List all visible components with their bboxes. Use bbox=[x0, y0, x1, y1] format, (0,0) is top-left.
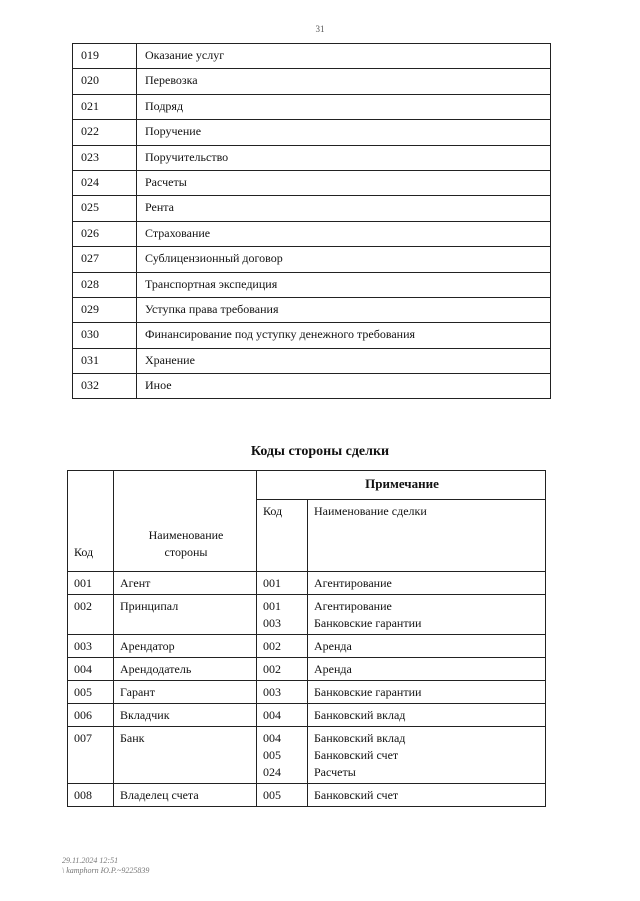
party-name: Принципал bbox=[114, 595, 257, 635]
footer-timestamp: 29.11.2024 12:51 bbox=[62, 856, 119, 865]
table-row bbox=[73, 170, 551, 195]
party-name: Арендодатель bbox=[114, 658, 257, 681]
table-row bbox=[68, 704, 546, 727]
deal-codes bbox=[257, 784, 308, 807]
row-code: 019 bbox=[73, 44, 137, 69]
party-name: Агент bbox=[114, 572, 257, 595]
footer-user: \ kamphorn Ю.Р.~9225839 bbox=[62, 866, 150, 875]
row-name: Транспортная экспедиция bbox=[137, 272, 551, 297]
header-note-deal-name: Наименование сделки bbox=[308, 500, 546, 572]
row-name: Страхование bbox=[137, 221, 551, 246]
table-row bbox=[73, 297, 551, 322]
table-row bbox=[73, 374, 551, 399]
deal-code: 001 bbox=[263, 576, 281, 590]
deal-name: Расчеты bbox=[314, 765, 356, 779]
deal-code: 004 bbox=[263, 708, 281, 722]
deal-codes-table bbox=[72, 43, 551, 399]
row-code: 020 bbox=[73, 69, 137, 94]
table-row bbox=[73, 196, 551, 221]
row-name: Перевозка bbox=[137, 69, 551, 94]
table-row bbox=[68, 595, 546, 635]
deal-name: Аренда bbox=[314, 639, 352, 653]
row-code: 032 bbox=[73, 374, 137, 399]
row-name: Иное bbox=[137, 374, 551, 399]
table-row bbox=[68, 727, 546, 784]
deal-names bbox=[308, 595, 546, 635]
row-code: 023 bbox=[73, 145, 137, 170]
header-code: Код bbox=[68, 471, 114, 572]
party-name: Банк bbox=[114, 727, 257, 784]
deal-code: 002 bbox=[263, 662, 281, 676]
deal-codes bbox=[257, 572, 308, 595]
header-party-name bbox=[114, 471, 257, 572]
party-code: 001 bbox=[68, 572, 114, 595]
row-code: 031 bbox=[73, 348, 137, 373]
deal-codes bbox=[257, 595, 308, 635]
table-row bbox=[68, 681, 546, 704]
header-party-name-line2: стороны bbox=[164, 545, 208, 559]
row-code: 021 bbox=[73, 94, 137, 119]
table-row bbox=[73, 44, 551, 69]
deal-codes bbox=[257, 727, 308, 784]
section-title: Коды стороны сделки bbox=[250, 444, 390, 459]
deal-code: 005 bbox=[263, 788, 281, 802]
row-name: Рента bbox=[137, 196, 551, 221]
table-row bbox=[73, 348, 551, 373]
header-note: Примечание bbox=[257, 471, 546, 500]
deal-names bbox=[308, 727, 546, 784]
deal-name: Банковский вклад bbox=[314, 708, 406, 722]
row-name: Поручительство bbox=[137, 145, 551, 170]
row-name: Подряд bbox=[137, 94, 551, 119]
row-name: Сублицензионный договор bbox=[137, 247, 551, 272]
table-row bbox=[73, 145, 551, 170]
deal-code: 001 bbox=[263, 599, 281, 613]
footer-stamp bbox=[62, 856, 149, 876]
table-row bbox=[73, 221, 551, 246]
deal-code: 004 bbox=[263, 731, 281, 745]
party-name: Владелец счета bbox=[114, 784, 257, 807]
party-code: 003 bbox=[68, 635, 114, 658]
party-name: Арендатор bbox=[114, 635, 257, 658]
header-row bbox=[68, 471, 546, 500]
table-row bbox=[73, 94, 551, 119]
row-code: 028 bbox=[73, 272, 137, 297]
deal-codes bbox=[257, 658, 308, 681]
table-row bbox=[68, 572, 546, 595]
row-code: 029 bbox=[73, 297, 137, 322]
party-code: 007 bbox=[68, 727, 114, 784]
deal-codes bbox=[257, 635, 308, 658]
table-row bbox=[68, 658, 546, 681]
deal-names bbox=[308, 681, 546, 704]
deal-name: Банковские гарантии bbox=[314, 685, 422, 699]
table-row bbox=[73, 69, 551, 94]
party-codes-table bbox=[67, 470, 546, 807]
deal-names bbox=[308, 784, 546, 807]
deal-name: Банковские гарантии bbox=[314, 616, 422, 630]
deal-name: Банковский счет bbox=[314, 748, 399, 762]
row-name: Поручение bbox=[137, 120, 551, 145]
deal-name: Агентирование bbox=[314, 599, 392, 613]
deal-code: 005 bbox=[263, 748, 281, 762]
deal-name: Банковский вклад bbox=[314, 731, 406, 745]
party-code: 006 bbox=[68, 704, 114, 727]
deal-name: Банковский счет bbox=[314, 788, 399, 802]
deal-codes bbox=[257, 704, 308, 727]
row-name: Оказание услуг bbox=[137, 44, 551, 69]
header-party-name-line1: Наименование bbox=[148, 528, 224, 542]
row-code: 027 bbox=[73, 247, 137, 272]
page-number: 31 bbox=[315, 24, 325, 34]
deal-code: 003 bbox=[263, 616, 281, 630]
row-code: 026 bbox=[73, 221, 137, 246]
table-row bbox=[73, 323, 551, 348]
party-code: 004 bbox=[68, 658, 114, 681]
table-row bbox=[73, 247, 551, 272]
table-row bbox=[68, 635, 546, 658]
party-code: 005 bbox=[68, 681, 114, 704]
deal-codes bbox=[257, 681, 308, 704]
deal-names bbox=[308, 658, 546, 681]
deal-code: 003 bbox=[263, 685, 281, 699]
row-code: 022 bbox=[73, 120, 137, 145]
row-name: Расчеты bbox=[137, 170, 551, 195]
row-name: Уступка права требования bbox=[137, 297, 551, 322]
row-code: 030 bbox=[73, 323, 137, 348]
table-row bbox=[68, 784, 546, 807]
row-code: 025 bbox=[73, 196, 137, 221]
row-name: Финансирование под уступку денежного требования bbox=[137, 323, 551, 348]
party-code: 002 bbox=[68, 595, 114, 635]
row-name: Хранение bbox=[137, 348, 551, 373]
row-code: 024 bbox=[73, 170, 137, 195]
table-row bbox=[73, 120, 551, 145]
deal-name: Аренда bbox=[314, 662, 352, 676]
deal-names bbox=[308, 572, 546, 595]
party-code: 008 bbox=[68, 784, 114, 807]
deal-names bbox=[308, 704, 546, 727]
deal-code: 024 bbox=[263, 765, 281, 779]
deal-name: Агентирование bbox=[314, 576, 392, 590]
table-row bbox=[73, 272, 551, 297]
deal-code: 002 bbox=[263, 639, 281, 653]
header-note-code: Код bbox=[257, 500, 308, 572]
party-name: Вкладчик bbox=[114, 704, 257, 727]
party-name: Гарант bbox=[114, 681, 257, 704]
deal-names bbox=[308, 635, 546, 658]
